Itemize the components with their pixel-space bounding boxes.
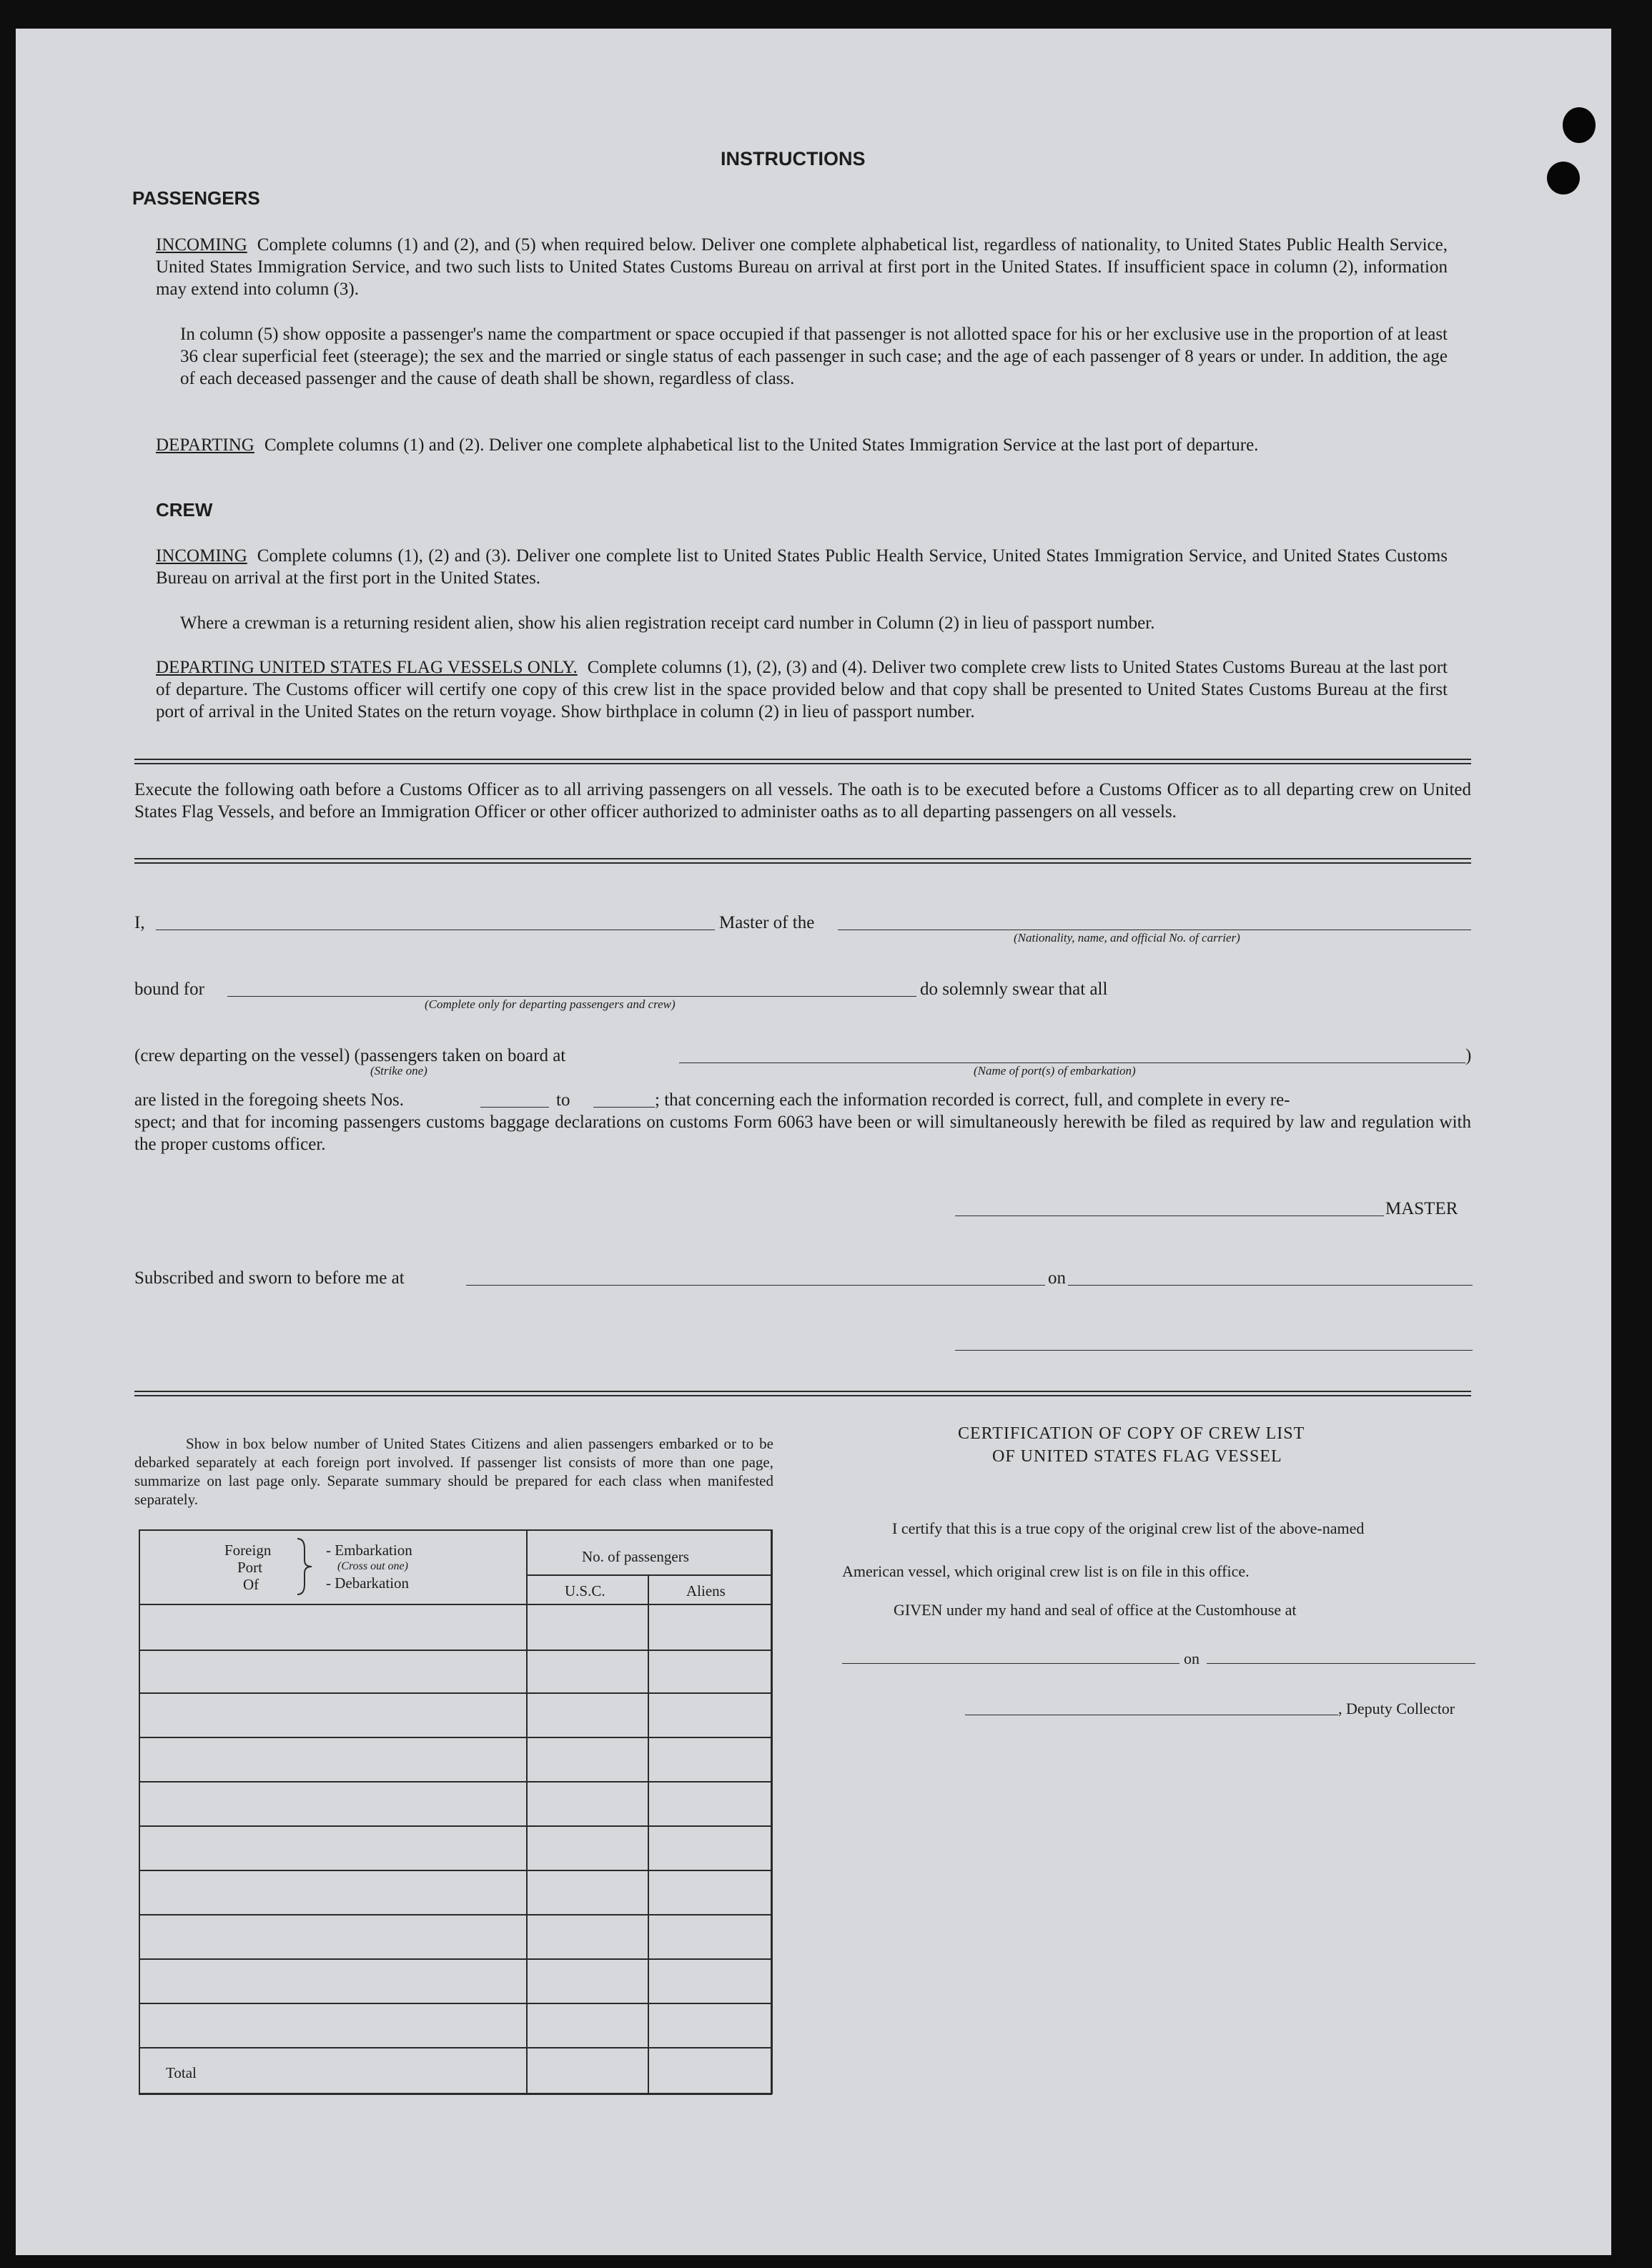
table-header-divider [526,1574,772,1576]
debarkation-label: - Debarkation [326,1574,410,1592]
listed-to-label: to [556,1090,570,1110]
crew-flag-label: DEPARTING UNITED STATES FLAG VESSELS ONLY. [156,658,578,677]
sheet-from-field[interactable] [480,1107,549,1108]
passengers-incoming-text: Complete columns (1) and (2), and (5) when required below. Deliver one complete alphabetical list, regardless of nationality, to United States Public Health Service, United States Immigration Service, and two such lists to United States Customs Bureau on arrival at first port in the United States. If insufficient space in column (2), information may extend into column (3). [156,235,1448,299]
aliens-label: Aliens [686,1582,726,1599]
table-column-divider [648,1574,649,2094]
section-divider [134,858,1471,864]
no-passengers-label: No. of passengers [582,1548,689,1565]
certification-title-line2: OF UNITED STATES FLAG VESSEL [992,1447,1282,1466]
crew-incoming-label: INCOMING [156,546,247,566]
certification-on-label: on [1184,1650,1200,1667]
sheet-to-field[interactable] [593,1107,655,1108]
foreign-label: Foreign [224,1542,272,1559]
crew-resident-paragraph: Where a crewman is a returning resident alien, show his alien registration receipt card number in Column (2) in lieu of passport number. [180,613,1155,633]
table-row-divider [139,2047,772,2048]
column5-paragraph: In column (5) show opposite a passenger's name the compartment or space occupied if that passenger is not allotted space for his or her exclusive use in the proportion of at least 36 clear superficial feet (steerage); the sex and the married or single status of each passenger in such case; and the age of each passenger of 8 years or under. In addition, the age of each deceased passenger and the cause of death shall be shown, regardless of class. [180,325,1448,388]
table-row-divider [139,1737,772,1738]
listed-label: are listed in the foregoing sheets Nos. [134,1090,404,1110]
bound-for-label: bound for [134,980,204,999]
table-row-divider [139,2003,772,2004]
of-label: Of [243,1576,259,1593]
embarkation-label: - Embarkation [326,1542,412,1559]
deputy-collector-label: , Deputy Collector [1338,1700,1455,1717]
master-signature-label: MASTER [1385,1199,1458,1218]
strike-one-caption: (Strike one) [370,1064,427,1078]
port-label: Port [237,1559,263,1576]
given-line: GIVEN under my hand and seal of office at the Customhouse at [894,1601,1297,1619]
usc-label: U.S.C. [565,1582,605,1599]
customhouse-field[interactable] [842,1663,1179,1664]
table-row-divider [139,1692,772,1694]
certify-line1: I certify that this is a true copy of the original crew list of the above-named [892,1519,1365,1537]
listed-paragraph-rest: spect; and that for incoming passengers customs baggage declarations on customs Form 6063 have been or will simultaneously herewith be filed as required by law and regulation with the proper customs officer. [134,1113,1471,1154]
table-row-divider [139,1825,772,1827]
table-header-divider [139,1604,772,1605]
ports-caption: (Name of port(s) of embarkation) [974,1064,1136,1078]
certification-date-field[interactable] [1207,1663,1475,1664]
close-paren: ) [1465,1046,1472,1065]
passengers-heading: PASSENGERS [132,187,260,209]
subscribed-at-field[interactable] [466,1285,1045,1286]
embarkation-ports-field[interactable] [679,1062,1465,1063]
certification-title-line1: CERTIFICATION OF COPY OF CREW LIST [958,1424,1305,1443]
subscribed-label: Subscribed and sworn to before me at [134,1268,405,1288]
section-divider [134,759,1471,764]
ink-blot [1547,162,1580,194]
oath-intro-paragraph: Execute the following oath before a Customs Officer as to all arriving passengers on all vessels. The oath is to be executed before a Customs Officer as to all departing crew on United States Flag Vessels, and before an Immigration Officer or other officer authorized to administer oaths as to all departing passengers on all vessels. [134,780,1471,822]
table-border [139,1529,140,2094]
ink-blot [1563,107,1596,143]
section-divider [134,1391,1471,1396]
crew-incoming-text: Complete columns (1), (2) and (3). Deliver one complete list to United States Public Health Service, United States Immigration Service, and United States Customs Bureau on arrival at the first port in the United States. [156,546,1448,588]
crew-departing-label: (crew departing on the vessel) (passengers taken on board at [134,1046,566,1065]
crew-incoming-paragraph [156,545,1448,589]
certify-line2: American vessel, which original crew list is on file in this office. [842,1562,1250,1580]
crew-flag-text: Complete columns (1), (2), (3) and (4). Deliver two complete crew lists to United States Customs Bureau at the last port of departure. The Customs officer will certify one copy of this crew list in the space provided below and that copy shall be presented to United States Customs Bureau at the first port of arrival in the United States on the return voyage. Show birthplace in column (2) in lieu of passport number. [156,658,1448,721]
total-label: Total [166,2064,197,2081]
passengers-incoming-label: INCOMING [156,235,247,255]
table-row-divider [139,1914,772,1916]
subscribed-on-label: on [1048,1268,1066,1288]
table-row-divider [139,1958,772,1960]
table-column-divider [526,1529,528,2094]
crew-heading: CREW [156,499,213,521]
cross-out-label: (Cross out one) [337,1560,408,1572]
table-row-divider [139,1781,772,1783]
carrier-caption: (Nationality, name, and official No. of carrier) [1014,931,1240,945]
subscribed-date-field[interactable] [1068,1285,1473,1286]
officer-signature-field[interactable] [955,1350,1473,1351]
table-row-divider [139,1870,772,1871]
oath-i-label: I, [134,913,145,932]
bound-for-caption: (Complete only for departing passengers and crew) [425,997,676,1011]
crew-flag-paragraph [156,656,1448,723]
table-row-divider [139,1650,772,1651]
listed-label-continued: ; that concerning each the information recorded is correct, full, and complete in every re- [655,1090,1290,1110]
table-border [139,2093,772,2095]
summary-note: Show in box below number of United States Citizens and alien passengers embarked or to be debarked separately at each foreign port involved. If passenger list consists of more than one page, summarize on last page only. Separate summary should be prepared for each class when manifested separately. [134,1435,773,1508]
page-title: INSTRUCTIONS [721,148,866,169]
passengers-departing-text: Complete columns (1) and (2). Deliver one complete alphabetical list to the United States Immigration Service at the last port of departure. [264,435,1259,455]
master-of-label: Master of the [719,913,815,932]
swear-label: do solemnly swear that all [920,980,1108,999]
table-border [139,1529,772,1531]
brace-icon [295,1537,315,1596]
passengers-departing-label: DEPARTING [156,435,254,455]
passengers-departing-paragraph [156,434,1448,456]
table-border [771,1529,773,2094]
passengers-incoming-paragraph [156,234,1448,300]
bound-for-field[interactable] [227,996,916,997]
